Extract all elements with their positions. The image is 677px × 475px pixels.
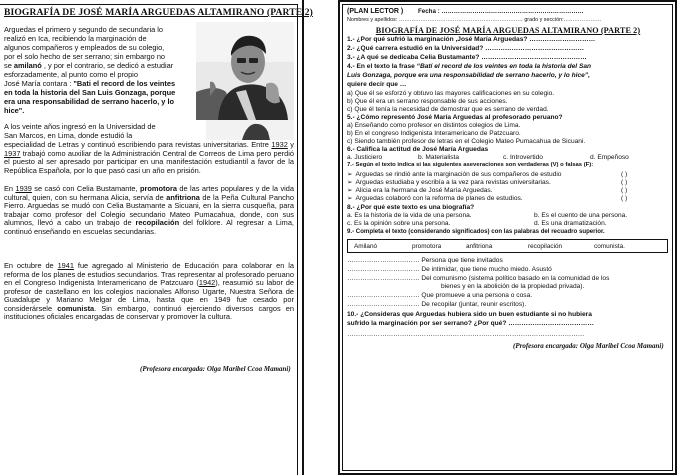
arguedas-small-photo (206, 120, 294, 140)
q6-option[interactable]: a. Justiciero (347, 154, 383, 161)
word-item: Amilanó (354, 243, 378, 250)
intro-line: esforzadamente, al punto como el propio (4, 70, 138, 79)
arrow-bullet-icon: ➢ (347, 195, 353, 202)
q7-answer-box[interactable]: ( ) (621, 179, 628, 186)
q6-option[interactable]: c. Introvertido (503, 154, 543, 161)
arrow-bullet-icon: ➢ (347, 179, 353, 186)
question-9: 9.- Completa el texto (considerando significados) con las palabras del recuadro superior. (347, 228, 605, 235)
q7-item: ➢ Arguedas se rindió ante la marginación de sus compañeros de estudio (347, 171, 562, 178)
q9-definition[interactable]: …………………………… Del comunismo (sistema político basado en la comunidad de los (347, 275, 610, 282)
intro-line: por el solo hecho de ser serrano; sin embargo no (4, 52, 166, 61)
word-item: promotora (412, 243, 442, 250)
arrow-bullet-icon: ➢ (347, 171, 353, 178)
word-item: recopilación (528, 243, 563, 250)
question-1: 1.- ¿Por qué sufrió la marginación ,José María Arguedas? ………………………… (347, 36, 596, 43)
p4-body: En octubre de 1941 fue agregado al Ministerio de Educación para colaborar en la reforma de los planes de estudios secundarios. Tras representar al profesorado peruano en el Congreso Indigenista Interamericano de Patzcuaro (1942), reasumió su labor de profesor de castellano en los colegios nacionales Alfonso Ugarte, Nuestra Señora de Guadalupe y Mariano Melgar de Lima, hasta que en 1949 fue cesado por considerársele comunista. Sin embargo, continuó ejerciendo diversos cargos en instituciones oficiales encargadas de conservar y promover la cultura. (4, 261, 294, 322)
question-7: 7.- Según el texto indica si las siguientes aseveraciones son verdaderas (V) o falsas (F): (347, 162, 594, 168)
amilano-bold: amilanó (13, 61, 42, 70)
q5-option[interactable]: b) En el congreso Indigenista Interamericano de Patzcuaro. (347, 130, 521, 137)
q9-definition[interactable]: …………………………… De recopilar (juntar, reunir escritos). (347, 301, 527, 308)
q5-option[interactable]: a) Enseñando como profesor en distintos colegios de Lima. (347, 122, 521, 129)
question-2: 2.- ¿Qué carrera estudió en la Universidad? ……………………………………… (347, 45, 585, 52)
p3-body: En 1939 se casó con Celia Bustamante, promotora de las artes populares y de la vida cultural, quien, con su hermana Alicia, servía de anfitriona de la Peña Cultural Pancho Fierro. Arguedas se mudó con Celia Bustamante a Sicuani, en la sierra cusqueña, para trabajar como profesor del Colegio secundario Mateo Pumacahua, donde, con sus alumnos, llevó a cabo un trabajo de recopilación del folklore. Al regresar a Lima, continuó enseñando en escuelas secundarias. (4, 184, 295, 236)
intro-line: se amilanó , y por el contrario, se dedicó a estudiar (4, 61, 174, 70)
question-10-cont[interactable]: sufrido la marginación por ser serrano? ¿Por qué? ………………………………… (347, 320, 594, 327)
question-3: 3.- ¿A qué se dedicaba Celia Bustamante? ………………………………………… (347, 54, 587, 61)
q8-option[interactable]: b. Es el cuento de una persona. (534, 212, 628, 219)
question-6: 6.- Califica la actitud de José María Arguedas (347, 146, 489, 153)
q4-option[interactable]: a) Que él se esforzó y obtuvo las mayores calificaciones en su colegio. (347, 90, 555, 97)
q5-option[interactable]: c) Siendo también profesor de letras en el Colegio Mateo Pumacahua de Sicuani. (347, 138, 586, 145)
q7-item: ➢ Alicia era la hermana de José María Arguedas. (347, 187, 493, 194)
q9-definition[interactable]: …………………………… Persona que tiene invitados (347, 257, 503, 264)
left-page (0, 0, 338, 475)
q7-answer-box[interactable]: ( ) (621, 171, 628, 178)
p2-body: especialidad de Letras y continuó escribiendo para revistas universitarias. Entre 1932 y 1937 trabajó como auxiliar de la Administración Central de Correos de Lima pero perdió el puesto al ser apresado por participar en una manifestación estudiantil a favor de la República Española, por lo que pasó casi un año en prisión. (4, 140, 294, 175)
q7-answer-box[interactable]: ( ) (621, 195, 628, 202)
q8-option[interactable]: d. Es una dramatización. (534, 220, 607, 227)
right-title: BIOGRAFÍA DE JOSÉ MARÍA ARGUEDAS ALTAMIRANO (PARTE 2) (375, 26, 641, 35)
intro-line: realizó en Ica, recibiendo la marginación de (4, 34, 147, 43)
question-10: 10.- ¿Consideras que Arguedas hubiera sido un buen estudiante si no hubiera (347, 311, 592, 318)
p2-line: A los veinte años ingresó en la Universidad de (4, 122, 156, 131)
q7-item: ➢ Arguedas estudiaba y escribía a la vez para revistas universitarias. (347, 179, 551, 186)
fecha-field[interactable]: Fecha : …………………………………………………………… (418, 8, 584, 15)
q8-option[interactable]: c. Es la opinión sobre una persona. (347, 220, 451, 227)
left-signature: (Profesora encargada: Olga Maribel Ccoa Mamani) (140, 365, 291, 373)
question-4-end: quiere decir que … (347, 81, 407, 88)
q7-item: ➢ Arguedas colaboró con la reforma de planes de estudios. (347, 195, 523, 202)
question-5: 5.- ¿Cómo representó José María Arguedas al profesorado peruano? (347, 114, 563, 121)
q10-answer-line[interactable]: ……………………………………………………………………………………………… (347, 331, 585, 338)
left-title: BIOGRAFÍA DE JOSÉ MARÍA ARGUEDAS ALTAMIRANO (PARTE 2) (4, 7, 313, 18)
q6-option[interactable]: b. Materialista (418, 154, 460, 161)
q8-option[interactable]: a. Es la historia de la vida de una persona. (347, 212, 472, 219)
word-item: anfitriona (466, 243, 493, 250)
word-box (347, 239, 668, 253)
name-grade-field[interactable]: Nombres y apellidos: …………………………………………………………… grado y sección:………………… (347, 17, 602, 23)
question-4: 4.- En el texto la frase “Batí el record de los veintes en toda la historia del San (347, 63, 592, 70)
p2-line: San Marcos, en Lima, donde estudió la (4, 131, 133, 140)
question-4-cont: Luis Gonzaga, porque era una responsabilidad de serrano hacerlo, y lo hice”, (347, 72, 590, 79)
q9-definition[interactable]: …………………………… De intimidar, que tiene mucho miedo. Asustó (347, 266, 552, 273)
intro-line: algunos compañeros y empleados de su colegio, (4, 43, 165, 52)
word-item: comunista. (594, 243, 625, 250)
plan-lector-label: (PLAN LECTOR ) (347, 8, 404, 15)
q4-option[interactable]: c) Que él tenía la necesidad de demostrar que es serrano de verdad. (347, 106, 549, 113)
q6-option[interactable]: d. Empeñoso (590, 154, 629, 161)
intro-line: hice". (4, 106, 25, 115)
intro-line: en toda la historia del San Luis Gonzaga, porque (4, 88, 176, 97)
right-signature: (Profesora encargada: Olga Maribel Ccoa Mamani) (513, 342, 664, 350)
question-8: 8.- ¿Por qué este texto es una biografía? (347, 204, 475, 211)
q9-definition-cont: bienes y en la abolición de la propiedad privada). (441, 283, 585, 290)
intro-line: José María contara : "Bati el record de los veintes (4, 79, 176, 88)
q9-definition[interactable]: …………………………… Que promueve a una persona o cosa. (347, 292, 533, 299)
q7-answer-box[interactable]: ( ) (621, 187, 628, 194)
arrow-bullet-icon: ➢ (347, 187, 353, 194)
intro-line: Arguedas el primero y segundo de secundaria lo (4, 25, 163, 34)
arguedas-photo (196, 22, 294, 120)
right-page (338, 0, 677, 475)
intro-line: era una responsabilidad de serrano hacerlo, y lo (4, 97, 175, 106)
q4-option[interactable]: b) Que él era un serrano responsable de sus acciones. (347, 98, 508, 105)
